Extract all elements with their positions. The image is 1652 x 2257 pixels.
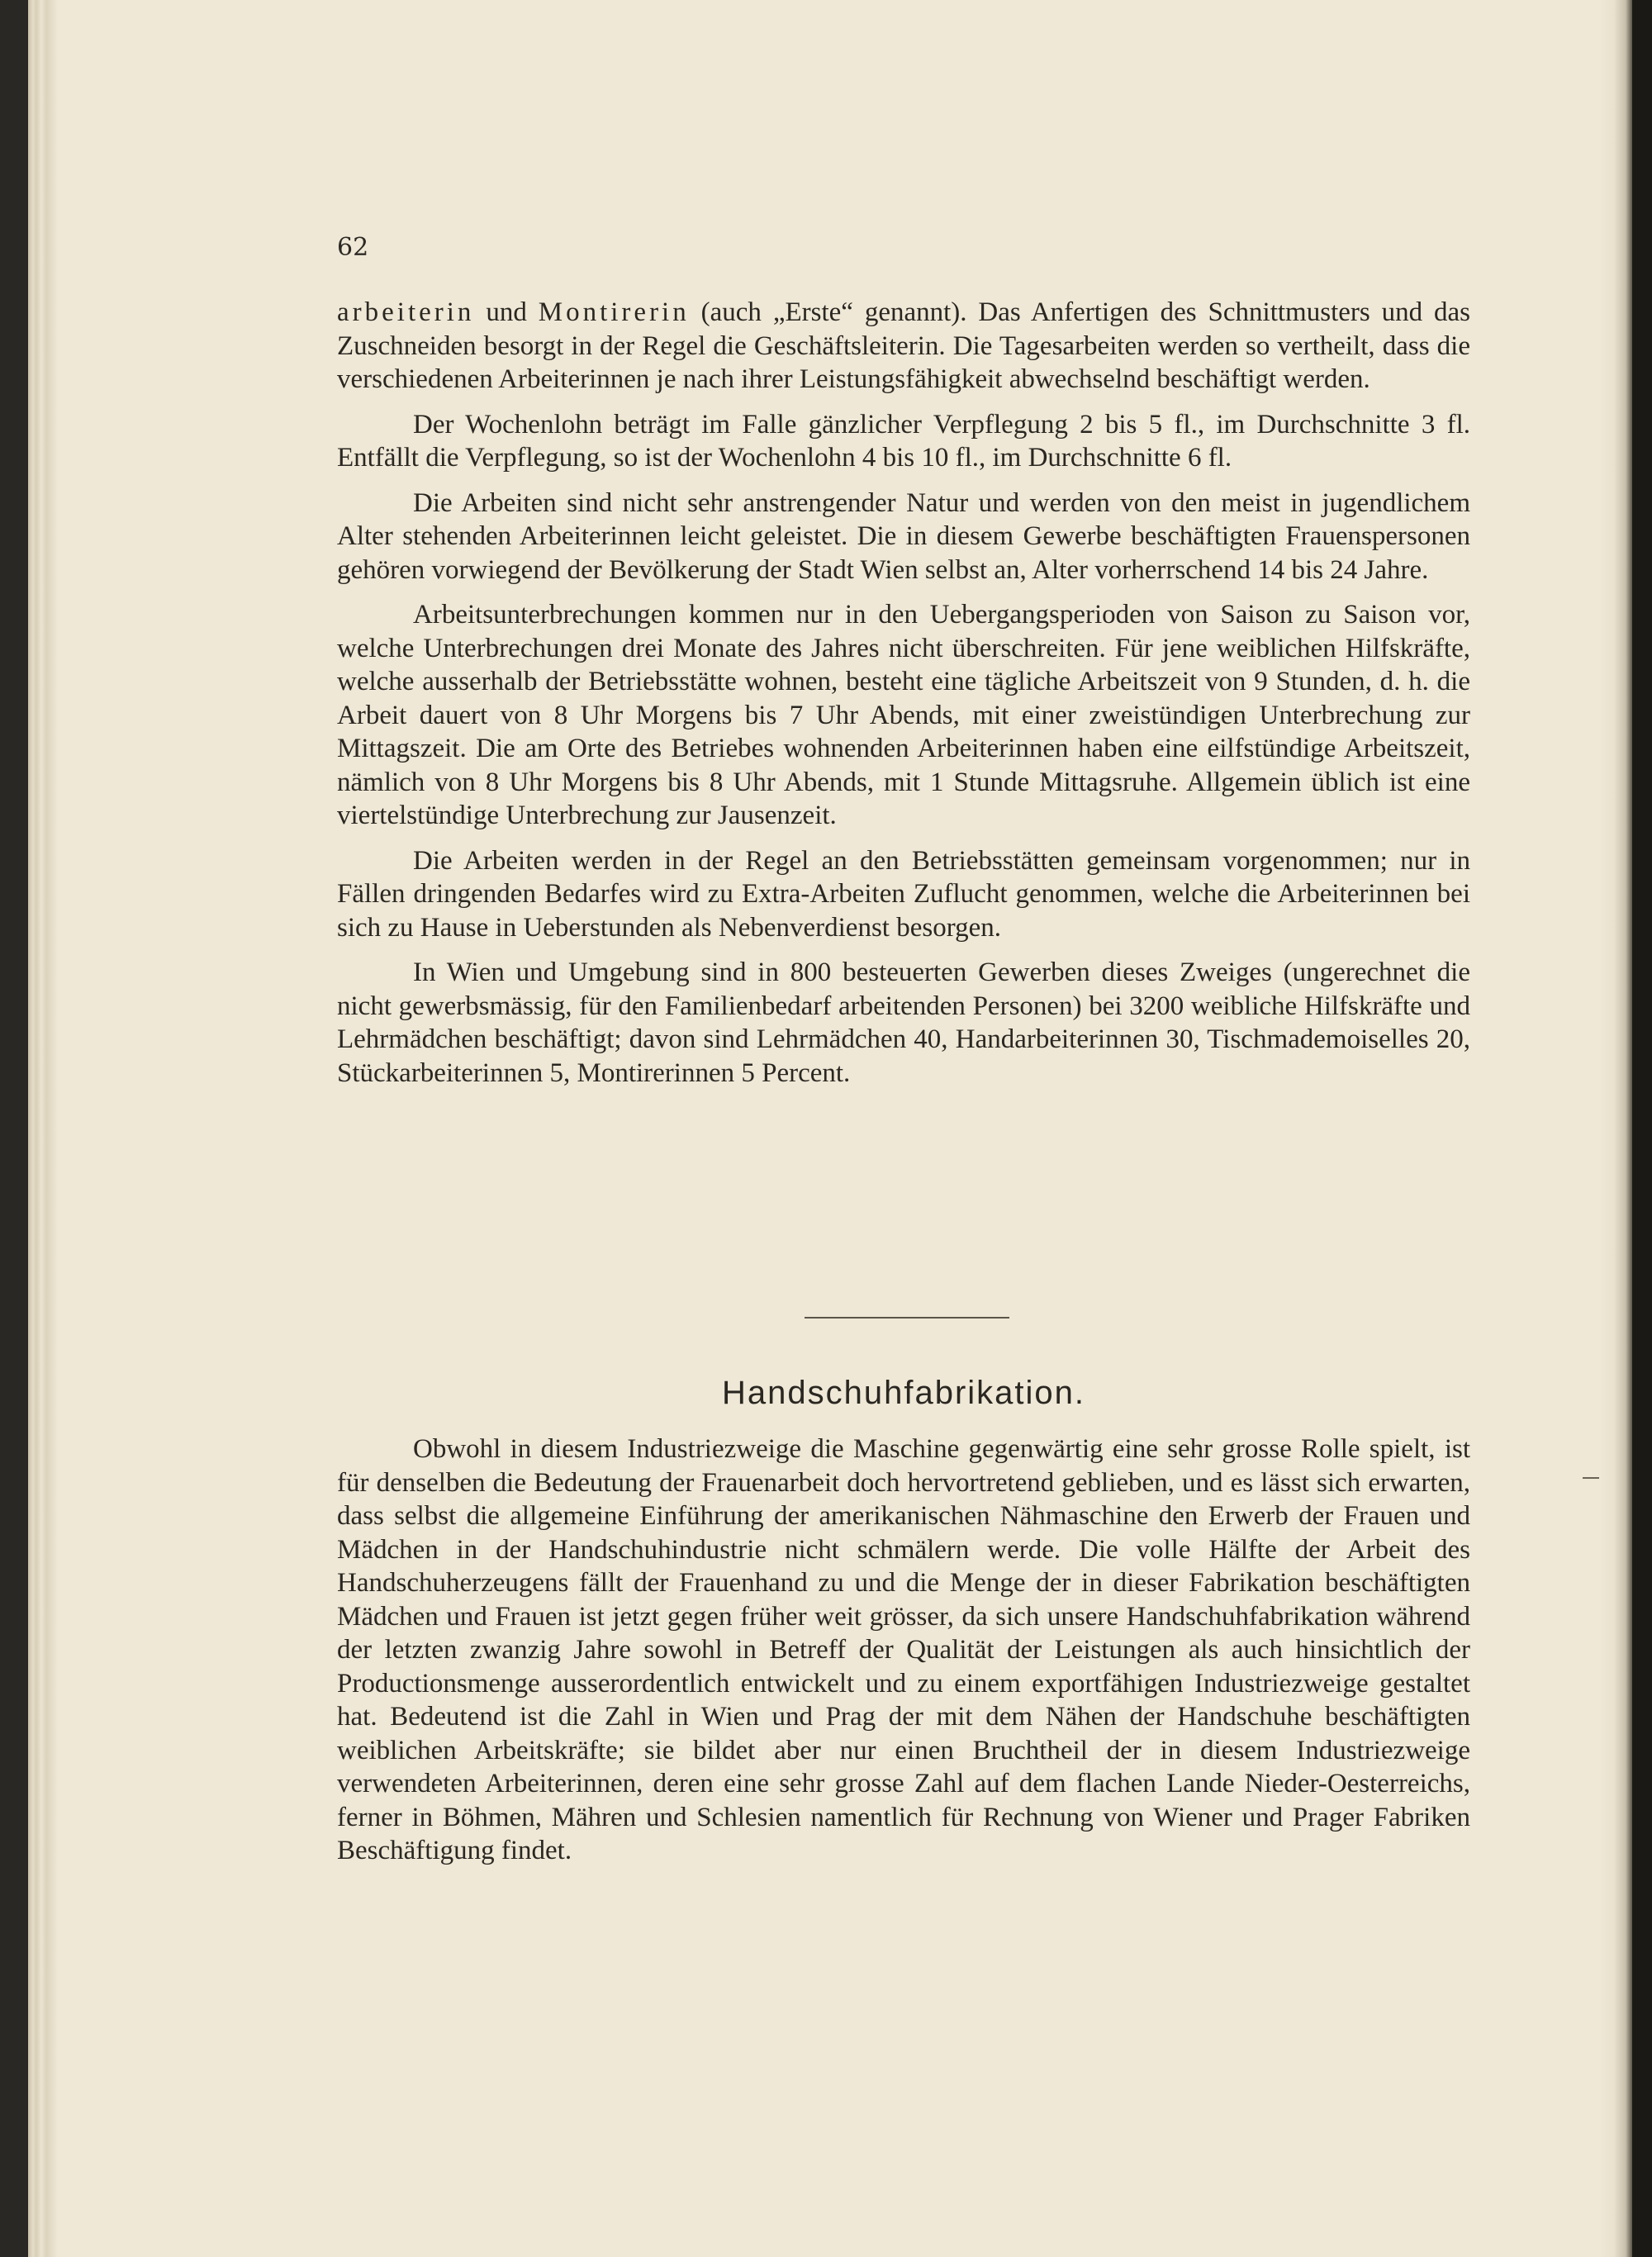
page-number: 62: [337, 233, 369, 262]
paragraph-continued: arbeiterin und Montirerin (auch „Erste“ genannt). Das Anfertigen des Schnittmusters und das Zuschneiden besorgt in der Regel die Geschäftsleiterin. Die Tagesarbeiten werden so vertheilt, dass die verschiedenen Arbeiterinnen je nach ihrer Leistungsfähigkeit abwechselnd beschäftigt werden.: [337, 297, 1471, 394]
paragraph: Die Arbeiten sind nicht sehr anstrengender Natur und werden von den meist in jugendlichem Alter stehenden Arbeiterinnen leicht geleistet. Die in diesem Gewerbe beschäftigten Frauenspersonen gehören vorwiegend der Bevölkerung der Stadt Wien selbst an, Alter vorherrschend 14 bis 24 Jahre.: [337, 487, 1470, 585]
paragraph: Arbeitsunterbrechungen kommen nur in den Uebergangsperioden von Saison zu Saison vor, welche Unterbrechungen drei Monate des Jahres nicht überschreiten. Für jene weiblichen Hilfskräfte, welche ausserhalb der Betriebsstätte wohnen, besteht eine tägliche Arbeitszeit von 9 Stunden, d. h. die Arbeit dauert von 8 Uhr Morgens bis 7 Uhr Abends, mit einer zweistündigen Unterbrechung zur Mittagszeit. Die am Orte des Betriebes wohnenden Arbeiterinnen haben eine eilfstündige Arbeitszeit, nämlich von 8 Uhr Morgens bis 8 Uhr Abends, mit 1 Stunde Mittagsruhe. Allgemein üblich ist eine viertelstündige Unterbrechung zur Jausenzeit.: [337, 600, 1470, 830]
text-block-top: [337, 296, 1470, 1101]
paragraph: In Wien und Umgebung sind in 800 besteuerten Gewerben dieses Zweiges (ungerechnet die nicht gewerbsmässig, für den Familienbedarf arbeitenden Personen) bei 3200 weibliche Hilfskräfte und Lehrmädchen beschäftigt; davon sind Lehrmädchen 40, Handarbeiterinnen 30, Tischmademoiselles 20, Stückarbeiterinnen 5, Montirerinnen 5 Percent.: [337, 957, 1470, 1088]
margin-mark: [1583, 1477, 1599, 1479]
book-page: [28, 0, 1632, 2257]
page-edge-right: [1599, 0, 1632, 2257]
section-divider: [805, 1317, 1009, 1319]
scan-border: [1632, 0, 1652, 2257]
paragraph: Die Arbeiten werden in der Regel an den Betriebsstätten gemeinsam vorgenommen; nur in Fällen dringenden Bedarfes wird zu Extra-Arbeiten Zuflucht genommen, welche die Arbeiterinnen bei sich zu Hause in Ueberstunden als Nebenverdienst besorgen.: [337, 845, 1470, 943]
paragraph: Der Wochenlohn beträgt im Falle gänzlicher Verpflegung 2 bis 5 fl., im Durchschnitte 3 fl. Entfällt die Verpflegung, so ist der Wochenlohn 4 bis 10 fl., im Durchschnitte 6 fl.: [337, 409, 1470, 473]
spaced-term: Montirerin: [538, 297, 690, 327]
section-title: Handschuhfabrikation.: [721, 1375, 1086, 1411]
spaced-term: arbeiterin: [337, 297, 475, 327]
paragraph: Obwohl in diesem Industriezweige die Maschine gegenwärtig eine sehr grosse Rolle spielt, ist für denselben die Bedeutung der Frauenarbeit doch hervortretend geblieben, und es lässt sich erwarten, dass selbst die allgemeine Einführung der amerikanischen Nähmaschine den Erwerb der Frauen und Mädchen in der Handschuhindustrie nicht schmälern werde. Die volle Hälfte der Arbeit des Handschuherzeugens fällt der Frauenhand zu und die Menge der in dieser Fabrikation beschäftigten Mädchen und Frauen ist jetzt gegen früher weit grösser, da sich unsere Handschuhfabrikation während der letzten zwanzig Jahre sowohl in Betreff der Qualität der Leistungen als auch hinsichtlich der Productionsmenge ausserordentlich entwickelt und zu einem exportfähigen Industriezweige gestaltet hat. Bedeutend ist die Zahl in Wien und Prag der mit dem Nähen der Handschuhe beschäftigten weiblichen Arbeitskräfte; sie bildet aber nur einen Bruchtheil der in diesem Industriezweige verwendeten Arbeiterinnen, deren eine sehr grosse Zahl auf dem flachen Lande Nieder-Oesterreichs, ferner in Böhmen, Mähren und Schlesien namentlich für Rechnung von Wiener und Prager Fabriken Beschäftigung findet.: [337, 1434, 1470, 1865]
text-block-bottom: [337, 1433, 1470, 1879]
page-edge-left: [28, 0, 58, 2257]
